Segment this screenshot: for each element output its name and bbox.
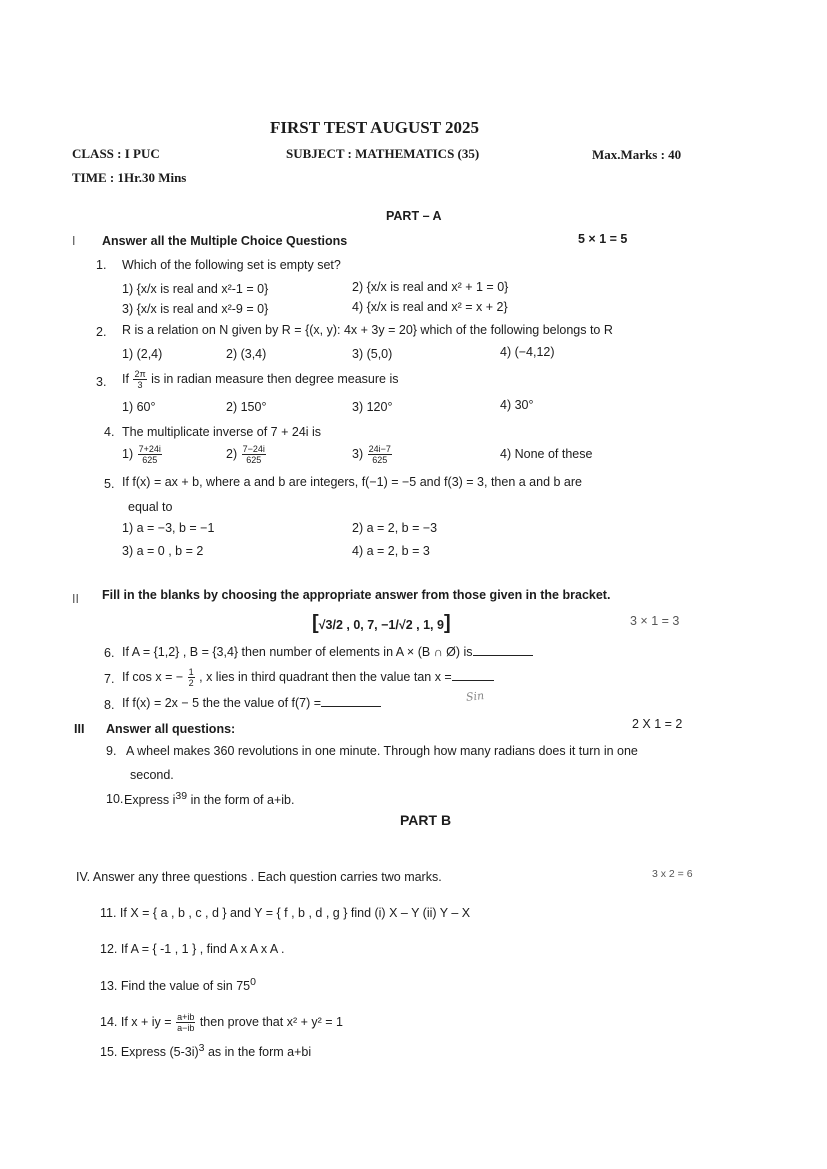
part-b-title: PART B	[400, 812, 452, 828]
q1-option-1: 1) {x/x is real and x²-1 = 0}	[122, 282, 269, 296]
section-4-marks: 3 x 2 = 6	[652, 868, 693, 880]
section-1-roman: I	[72, 234, 76, 248]
q10-number: 10.	[106, 792, 124, 806]
section-2-options: [√3/2 , 0, 7, −1/√2 , 1, 9]	[312, 612, 451, 634]
q2-option-2: 2) (3,4)	[226, 347, 267, 361]
section-2-instruction: Fill in the blanks by choosing the appropriate answer from those given in the bracket.	[102, 588, 611, 602]
q4-option-2: 2) $\frac{7-24i}{625}$	[226, 444, 265, 465]
section-2-roman: II	[72, 592, 79, 606]
q10-text: Express $i^{39}$ in the form of a+ib.	[124, 790, 295, 808]
q2-number: 2.	[96, 325, 107, 339]
q4-option-3: 3) $\frac{24i-7}{625}$	[352, 444, 391, 465]
q5-option-2: 2) a = 2, b = −3	[352, 521, 438, 535]
q4-option-1: 1) $\frac{7+24i}{625}$	[122, 444, 161, 465]
section-3-instruction: Answer all questions:	[106, 722, 236, 736]
section-4-instruction: IV. Answer any three questions . Each question carries two marks.	[76, 870, 442, 884]
q3-option-1: 1) 60°	[122, 400, 156, 414]
q4-text: The multiplicate inverse of 7 + 24i is	[122, 425, 322, 439]
max-marks: Max.Marks : 40	[592, 147, 682, 162]
q5-option-4: 4) a = 2, b = 3	[352, 544, 430, 558]
q7-text: If cos x = − $\frac{1}{2}$ , x lies in third quadrant then the value tan x =	[122, 667, 494, 688]
q5-option-1: 1) a = −3, b = −1	[122, 521, 215, 535]
q9-number: 9.	[106, 744, 117, 758]
q8-text: If f(x) = 2x − 5 the the value of f(7) =	[122, 696, 381, 710]
time-label: TIME : 1Hr.30 Mins	[72, 170, 187, 185]
section-1-marks: 5 × 1 = 5	[578, 232, 628, 246]
q1-option-2: 2) {x/x is real and x² + 1 = 0}	[352, 280, 509, 294]
q3-option-4: 4) 30°	[500, 398, 534, 412]
q2-option-1: 1) (2,4)	[122, 347, 163, 361]
q5-text: If f(x) = ax + b, where a and b are integers, f(−1) = −5 and f(3) = 3, then a and b are	[122, 475, 582, 489]
q14-text: 14. If x + iy = $\frac{a+ib}{a-ib}$ then prove that x² + y² = 1	[100, 1012, 343, 1033]
q2-option-3: 3) (5,0)	[352, 347, 393, 361]
q5-option-3: 3) a = 0 , b = 2	[122, 544, 204, 558]
q11-text: 11. If X = { a , b , c , d } and Y = { f , b , d , g } find (i) X – Y (ii) Y – X	[100, 906, 471, 920]
class-label: CLASS : I PUC	[72, 146, 160, 161]
q3-option-3: 3) 120°	[352, 400, 393, 414]
answer-blank	[473, 645, 533, 656]
section-2-marks: 3 × 1 = 3	[630, 614, 680, 628]
q3-fraction: $\frac{2\pi}{3}$	[134, 369, 146, 390]
q5-text-2: equal to	[128, 500, 173, 514]
q9-text-2: second.	[130, 768, 174, 782]
q4-option-4: 4) None of these	[500, 447, 593, 461]
q3-text: If $\frac{2\pi}{3}$ is in radian measure then degree measure is	[122, 369, 399, 390]
q4-number: 4.	[104, 425, 115, 439]
section-1-instruction: Answer all the Multiple Choice Questions	[102, 234, 348, 248]
q1-option-4: 4) {x/x is real and x² = x + 2}	[352, 300, 508, 314]
handwritten-annotation: Sin	[465, 689, 485, 704]
q13-text: 13. Find the value of $\sin 75^0$	[100, 976, 256, 994]
q1-option-3: 3) {x/x is real and x²-9 = 0}	[122, 302, 269, 316]
part-a-title: PART – A	[386, 209, 442, 223]
q1-text: Which of the following set is empty set?	[122, 258, 341, 272]
q7-number: 7.	[104, 672, 115, 686]
q1-number: 1.	[96, 258, 107, 272]
q6-number: 6.	[104, 646, 115, 660]
section-3-marks: 2 X 1 = 2	[632, 717, 683, 731]
subject-label: SUBJECT : MATHEMATICS (35)	[286, 146, 480, 161]
q8-number: 8.	[104, 698, 115, 712]
q3-number: 3.	[96, 375, 107, 389]
answer-blank	[452, 670, 494, 681]
q5-number: 5.	[104, 477, 115, 491]
q9-text: A wheel makes 360 revolutions in one minute. Through how many radians does it turn in one	[126, 744, 638, 758]
answer-blank	[321, 696, 381, 707]
section-3-roman: III	[74, 722, 85, 736]
q6-text: If A = {1,2} , B = {3,4} then number of elements in A × (B ∩ Ø) is	[122, 645, 533, 659]
q12-text: 12. If A = { -1 , 1 } , find A x A x A .	[100, 942, 285, 956]
q15-text: 15. Express $(5-3i)^3$ as in the form a+bi	[100, 1042, 312, 1060]
q2-text: R is a relation on N given by R = {(x, y): 4x + 3y = 20} which of the following belongs to R	[122, 323, 613, 337]
exam-title: FIRST TEST AUGUST 2025	[270, 118, 479, 137]
q2-option-4: 4) (−4,12)	[500, 345, 555, 359]
q3-option-2: 2) 150°	[226, 400, 267, 414]
